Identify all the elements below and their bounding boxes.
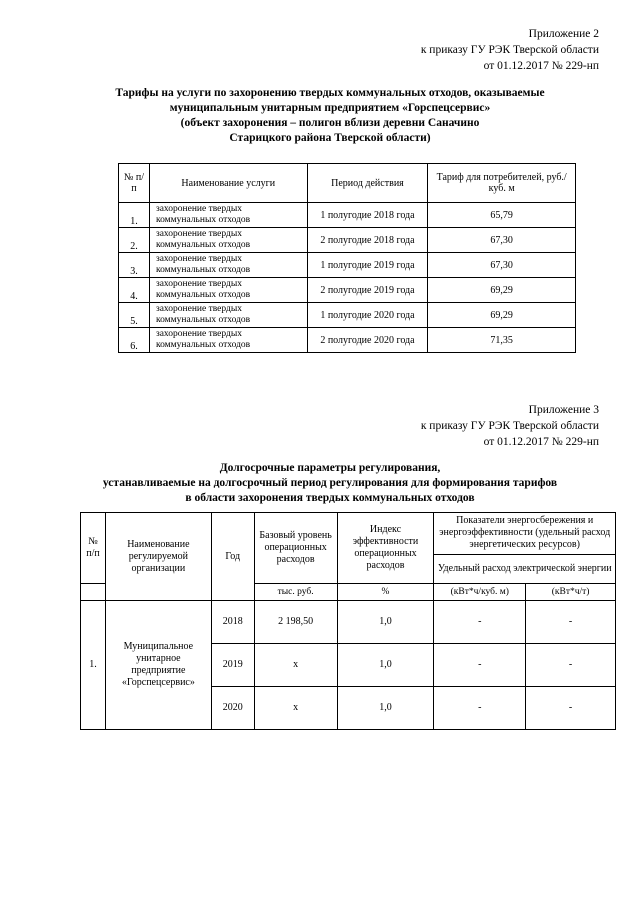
appendix3-date: от 01.12.2017 № 229-нп <box>483 436 599 448</box>
units-base: тыс. руб. <box>254 584 337 601</box>
header-service: Наименование услуги <box>149 164 307 203</box>
row-energy-m3: - <box>434 644 526 687</box>
table-row <box>119 253 576 278</box>
row-period: 2 полугодие 2020 года <box>307 328 428 353</box>
header-tariff: Тариф для потребителей, руб./куб. м <box>428 164 576 203</box>
row-tariff: 69,29 <box>428 303 576 328</box>
row-base: х <box>254 687 337 730</box>
row-tariff: 65,79 <box>428 203 576 228</box>
row-index: 1,0 <box>337 644 434 687</box>
row-num: 3. <box>119 253 150 278</box>
units-energy-t: (кВт*ч/т) <box>526 584 616 601</box>
header-org: Наименование регулируемой организации <box>105 513 211 601</box>
row-energy-t: - <box>526 687 616 730</box>
row-base: х <box>254 644 337 687</box>
appendix2-order: к приказу ГУ РЭК Тверской области <box>420 44 599 56</box>
row-service: захоронение твердых коммунальных отходов <box>149 278 307 303</box>
title-line: (объект захоронения – полигон вблизи деревни Саначино <box>180 117 480 129</box>
title-line: Тарифы на услуги по захоронению твердых коммунальных отходов, оказываемые <box>115 87 545 99</box>
units-energy-m3: (кВт*ч/куб. м) <box>434 584 526 601</box>
row-period: 1 полугодие 2019 года <box>307 253 428 278</box>
appendix2-header <box>421 26 599 74</box>
appendix3-label: Приложение 3 <box>528 404 599 416</box>
header-energy-sub: Удельный расход электрической энергии <box>434 554 616 583</box>
header-index: Индекс эффективности операционных расходов <box>337 513 434 584</box>
row-index: 1,0 <box>337 601 434 644</box>
units-index: % <box>337 584 434 601</box>
table-row <box>119 328 576 353</box>
org-name: Муниципальное унитарное предприятие «Горспецсервис» <box>105 601 211 730</box>
title-line: Долгосрочные параметры регулирования, <box>219 462 441 474</box>
org-num: 1. <box>81 601 106 730</box>
row-num: 1. <box>119 203 150 228</box>
row-tariff: 67,30 <box>428 228 576 253</box>
row-service: захоронение твердых коммунальных отходов <box>149 203 307 228</box>
title-line: устанавливаемые на долгосрочный период регулирования для формирования тарифов <box>102 477 558 489</box>
table-row <box>119 303 576 328</box>
header-period: Период действия <box>307 164 428 203</box>
row-service: захоронение твердых коммунальных отходов <box>149 328 307 353</box>
row-year: 2018 <box>211 601 254 644</box>
appendix2-label: Приложение 2 <box>528 28 599 40</box>
row-year: 2019 <box>211 644 254 687</box>
row-tariff: 69,29 <box>428 278 576 303</box>
title-line: муниципальным унитарным предприятием «Горспецсервис» <box>169 102 491 114</box>
row-service: захоронение твердых коммунальных отходов <box>149 303 307 328</box>
row-energy-m3: - <box>434 687 526 730</box>
row-tariff: 67,30 <box>428 253 576 278</box>
row-period: 2 полугодие 2018 года <box>307 228 428 253</box>
row-energy-m3: - <box>434 601 526 644</box>
header-num: № п/п <box>119 164 150 203</box>
table-row <box>119 278 576 303</box>
appendix2-title <box>60 86 600 146</box>
row-index: 1,0 <box>337 687 434 730</box>
tariff-table <box>118 163 576 353</box>
table-row <box>81 601 616 644</box>
title-line: в области захоронения твердых коммунальных отходов <box>185 492 475 504</box>
row-service: захоронение твердых коммунальных отходов <box>149 253 307 278</box>
row-num: 4. <box>119 278 150 303</box>
row-base: 2 198,50 <box>254 601 337 644</box>
table-row <box>119 228 576 253</box>
row-num: 5. <box>119 303 150 328</box>
row-energy-t: - <box>526 644 616 687</box>
row-year: 2020 <box>211 687 254 730</box>
row-num: 2. <box>119 228 150 253</box>
row-num: 6. <box>119 328 150 353</box>
appendix2-date: от 01.12.2017 № 229-нп <box>483 60 599 72</box>
header-energy: Показатели энергосбережения и энергоэффективности (удельный расход энергетических ресурсов) <box>434 513 616 555</box>
header-base: Базовый уровень операционных расходов <box>254 513 337 584</box>
appendix3-order: к приказу ГУ РЭК Тверской области <box>420 420 599 432</box>
header-num: № п/п <box>81 513 106 584</box>
units-num <box>81 584 106 601</box>
appendix3-header <box>421 402 599 450</box>
table-row <box>119 203 576 228</box>
parameters-table <box>80 512 616 730</box>
row-period: 2 полугодие 2019 года <box>307 278 428 303</box>
row-service: захоронение твердых коммунальных отходов <box>149 228 307 253</box>
title-line: Старицкого района Тверской области) <box>229 132 431 144</box>
header-year: Год <box>211 513 254 601</box>
appendix3-title <box>40 461 620 506</box>
row-period: 1 полугодие 2018 года <box>307 203 428 228</box>
row-tariff: 71,35 <box>428 328 576 353</box>
row-period: 1 полугодие 2020 года <box>307 303 428 328</box>
table-header-row <box>119 164 576 203</box>
table-header-row <box>81 513 616 555</box>
row-energy-t: - <box>526 601 616 644</box>
